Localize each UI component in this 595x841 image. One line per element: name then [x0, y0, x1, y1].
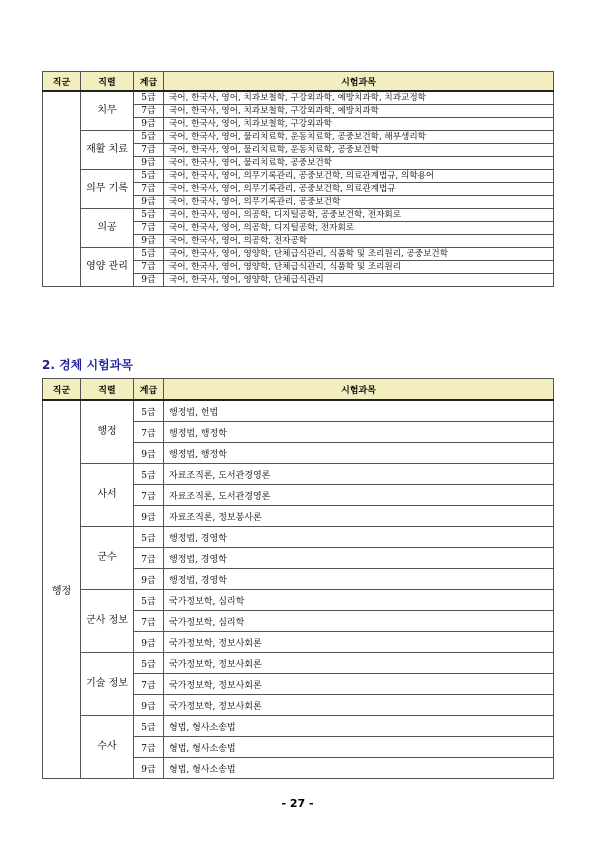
- subjects-cell: 국어, 한국사, 영어, 의공학, 전자공학: [164, 235, 554, 248]
- grade-cell: 5급: [134, 248, 164, 261]
- subjects-cell: 자료조직론, 정보봉사론: [164, 506, 554, 527]
- grade-cell: 5급: [134, 400, 164, 422]
- grade-cell: 5급: [134, 527, 164, 548]
- table-header-row: [43, 379, 554, 401]
- subjects-cell: 국가정보학, 정보사회론: [164, 653, 554, 674]
- table-row: [43, 590, 554, 611]
- grade-cell: 9급: [134, 157, 164, 170]
- position-cell: 행정: [81, 400, 134, 464]
- subjects-cell: 행정법, 경영학: [164, 527, 554, 548]
- page-number: - 27 -: [281, 797, 314, 810]
- subjects-cell: 국어, 한국사, 영어, 물리치료학, 공중보건학: [164, 157, 554, 170]
- subjects-cell: 국어, 한국사, 영어, 의무기록관리, 공중보건학: [164, 196, 554, 209]
- grade-cell: 7급: [134, 485, 164, 506]
- grade-cell: 5급: [134, 464, 164, 485]
- subjects-cell: 형법, 형사소송법: [164, 716, 554, 737]
- subjects-cell: 국어, 한국사, 영어, 물리치료학, 운동치료학, 공중보건학, 해부생리학: [164, 131, 554, 144]
- table-body: [43, 400, 554, 779]
- grade-cell: 9급: [134, 758, 164, 779]
- grade-cell: 7급: [134, 183, 164, 196]
- exam-subjects-table-2: [42, 378, 554, 779]
- table-row: [43, 716, 554, 737]
- grade-cell: 9급: [134, 506, 164, 527]
- subjects-cell: 국어, 한국사, 영어, 의무기록관리, 공중보건학, 의료관계법규: [164, 183, 554, 196]
- grade-cell: 9급: [134, 569, 164, 590]
- table-row: [43, 209, 554, 222]
- position-cell: 의무 기록: [81, 170, 134, 209]
- position-cell: 군수: [81, 527, 134, 590]
- grade-cell: 9급: [134, 196, 164, 209]
- grade-cell: 7급: [134, 144, 164, 157]
- header-position: 직렬: [81, 72, 134, 92]
- grade-cell: 7급: [134, 261, 164, 274]
- table-body: [43, 91, 554, 287]
- subjects-cell: 자료조직론, 도서관경영론: [164, 464, 554, 485]
- subjects-cell: 국가정보학, 심리학: [164, 611, 554, 632]
- subjects-cell: 행정법, 헌법: [164, 400, 554, 422]
- exam-subjects-table-1: [42, 71, 554, 287]
- header-group: 직군: [43, 379, 81, 401]
- header-grade: 계급: [134, 72, 164, 92]
- group-cell: [43, 91, 81, 287]
- subjects-cell: 형법, 형사소송법: [164, 758, 554, 779]
- grade-cell: 9급: [134, 443, 164, 464]
- grade-cell: 9급: [134, 695, 164, 716]
- grade-cell: 5급: [134, 590, 164, 611]
- position-cell: 기술 정보: [81, 653, 134, 716]
- subjects-cell: 국어, 한국사, 영어, 의공학, 디지털공학, 공중보건학, 전자회로: [164, 209, 554, 222]
- group-cell: 행정: [43, 400, 81, 779]
- grade-cell: 5급: [134, 91, 164, 105]
- table-row: [43, 527, 554, 548]
- subjects-cell: 행정법, 행정학: [164, 443, 554, 464]
- position-cell: 영양 관리: [81, 248, 134, 287]
- position-cell: 군사 정보: [81, 590, 134, 653]
- position-cell: 사서: [81, 464, 134, 527]
- position-cell: 의공: [81, 209, 134, 248]
- subjects-cell: 형법, 형사소송법: [164, 737, 554, 758]
- header-subjects: 시험과목: [164, 379, 554, 401]
- subjects-cell: 국어, 한국사, 영어, 영양학, 단체급식관리, 식품학 및 조리원리: [164, 261, 554, 274]
- grade-cell: 5급: [134, 653, 164, 674]
- section-title: 2. 경체 시험과목: [42, 358, 133, 372]
- subjects-cell: 국어, 한국사, 영어, 치과보철학, 구강외과학: [164, 118, 554, 131]
- subjects-cell: 국가정보학, 심리학: [164, 590, 554, 611]
- header-position: 직렬: [81, 379, 134, 401]
- table-row: [43, 91, 554, 105]
- grade-cell: 7급: [134, 422, 164, 443]
- subjects-cell: 국가정보학, 정보사회론: [164, 674, 554, 695]
- grade-cell: 9급: [134, 632, 164, 653]
- subjects-cell: 자료조직론, 도서관경영론: [164, 485, 554, 506]
- subjects-cell: 국가정보학, 정보사회론: [164, 695, 554, 716]
- table-row: [43, 248, 554, 261]
- subjects-cell: 국어, 한국사, 영어, 영양학, 단체급식관리, 식품학 및 조리원리, 공중보건학: [164, 248, 554, 261]
- position-cell: 치무: [81, 91, 134, 131]
- table-row: [43, 131, 554, 144]
- header-group: 직군: [43, 72, 81, 92]
- subjects-cell: 국어, 한국사, 영어, 의공학, 디지털공학, 전자회로: [164, 222, 554, 235]
- subjects-cell: 국어, 한국사, 영어, 의무기록관리, 공중보건학, 의료관계법규, 의학용어: [164, 170, 554, 183]
- header-subjects: 시험과목: [164, 72, 554, 92]
- table-row: [43, 653, 554, 674]
- grade-cell: 5급: [134, 170, 164, 183]
- grade-cell: 5급: [134, 131, 164, 144]
- subjects-cell: 국어, 한국사, 영어, 치과보철학, 구강외과학, 예방치과학: [164, 105, 554, 118]
- position-cell: 수사: [81, 716, 134, 779]
- subjects-cell: 국어, 한국사, 영어, 영양학, 단체급식관리: [164, 274, 554, 287]
- grade-cell: 5급: [134, 716, 164, 737]
- subjects-cell: 국가정보학, 정보사회론: [164, 632, 554, 653]
- subjects-cell: 행정법, 경영학: [164, 548, 554, 569]
- grade-cell: 7급: [134, 611, 164, 632]
- subjects-cell: 국어, 한국사, 영어, 물리치료학, 운동치료학, 공중보건학: [164, 144, 554, 157]
- subjects-cell: 행정법, 행정학: [164, 422, 554, 443]
- table-header-row: [43, 72, 554, 92]
- grade-cell: 9급: [134, 235, 164, 248]
- grade-cell: 7급: [134, 222, 164, 235]
- grade-cell: 7급: [134, 105, 164, 118]
- table-row: [43, 400, 554, 422]
- grade-cell: 7급: [134, 674, 164, 695]
- header-grade: 계급: [134, 379, 164, 401]
- grade-cell: 5급: [134, 209, 164, 222]
- table-row: [43, 170, 554, 183]
- grade-cell: 7급: [134, 548, 164, 569]
- subjects-cell: 행정법, 경영학: [164, 569, 554, 590]
- grade-cell: 7급: [134, 737, 164, 758]
- position-cell: 재활 치료: [81, 131, 134, 170]
- subjects-cell: 국어, 한국사, 영어, 치과보철학, 구강외과학, 예방치과학, 치과교정학: [164, 91, 554, 105]
- grade-cell: 9급: [134, 118, 164, 131]
- grade-cell: 9급: [134, 274, 164, 287]
- table-row: [43, 464, 554, 485]
